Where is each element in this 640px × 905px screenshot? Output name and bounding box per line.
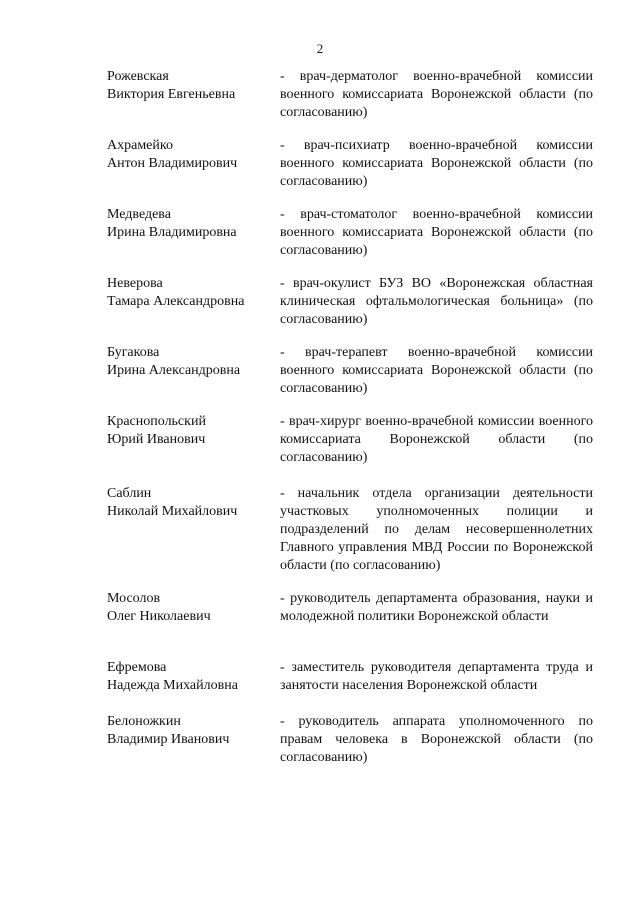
member-name bbox=[107, 68, 277, 104]
page-number: 2 bbox=[316, 41, 324, 56]
member-given-names: Антон Владимирович bbox=[107, 156, 238, 171]
member-name bbox=[107, 413, 277, 449]
member-surname: Мосолов bbox=[107, 591, 161, 606]
member-name bbox=[107, 659, 277, 695]
member-role: - заместитель руководителя департамента труда и занятости населения Воронежской области bbox=[280, 660, 593, 693]
member-given-names: Владимир Иванович bbox=[107, 732, 230, 747]
member-name bbox=[107, 137, 277, 173]
member-given-names: Николай Михайлович bbox=[107, 504, 238, 519]
member-surname: Рожевская bbox=[107, 69, 169, 84]
member-given-names: Тамара Александровна bbox=[107, 294, 245, 309]
member-role: - врач-терапевт военно-врачебной комиссии военного комиссариата Воронежской области (по согласованию) bbox=[280, 345, 593, 396]
member-surname: Саблин bbox=[107, 486, 152, 501]
member-surname: Бугакова bbox=[107, 345, 160, 360]
member-role: - врач-окулист БУЗ ВО «Воронежская областная клиническая офтальмологическая больница» (по согласованию) bbox=[280, 276, 593, 327]
member-surname: Краснопольский bbox=[107, 414, 206, 429]
member-name bbox=[107, 485, 277, 521]
member-given-names: Ирина Владимировна bbox=[107, 225, 237, 240]
member-surname: Неверова bbox=[107, 276, 163, 291]
member-role: - врач-психиатр военно-врачебной комиссии военного комиссариата Воронежской области (по согласованию) bbox=[280, 138, 593, 189]
member-surname: Медведева bbox=[107, 207, 171, 222]
member-role: - начальник отдела организации деятельности участковых уполномоченных полиции и подразделений по делам несовершеннолетних Главного управления МВД России по Воронежской области (по согласованию) bbox=[280, 486, 593, 573]
member-surname: Ахрамейко bbox=[107, 138, 173, 153]
member-name bbox=[107, 713, 277, 749]
member-role: - руководитель департамента образования, науки и молодежной политики Воронежской области bbox=[280, 591, 593, 624]
member-name bbox=[107, 344, 277, 380]
member-surname: Белоножкин bbox=[107, 714, 181, 729]
member-given-names: Виктория Евгеньевна bbox=[107, 87, 236, 102]
member-given-names: Олег Николаевич bbox=[107, 609, 211, 624]
member-role: - врач-дерматолог военно-врачебной комиссии военного комиссариата Воронежской области (по согласованию) bbox=[280, 69, 593, 120]
member-name bbox=[107, 275, 277, 311]
member-given-names: Ирина Александровна bbox=[107, 363, 241, 378]
member-given-names: Юрий Иванович bbox=[107, 432, 206, 447]
member-role: - врач-хирург военно-врачебной комиссии военного комиссариата Воронежской области (по согласованию) bbox=[280, 414, 593, 465]
member-given-names: Надежда Михайловна bbox=[107, 678, 238, 693]
member-name bbox=[107, 206, 277, 242]
member-surname: Ефремова bbox=[107, 660, 167, 675]
member-role: - руководитель аппарата уполномоченного по правам человека в Воронежской области (по согласованию) bbox=[280, 714, 593, 765]
member-name bbox=[107, 590, 277, 626]
member-role: - врач-стоматолог военно-врачебной комиссии военного комиссариата Воронежской области (по согласованию) bbox=[280, 207, 593, 258]
